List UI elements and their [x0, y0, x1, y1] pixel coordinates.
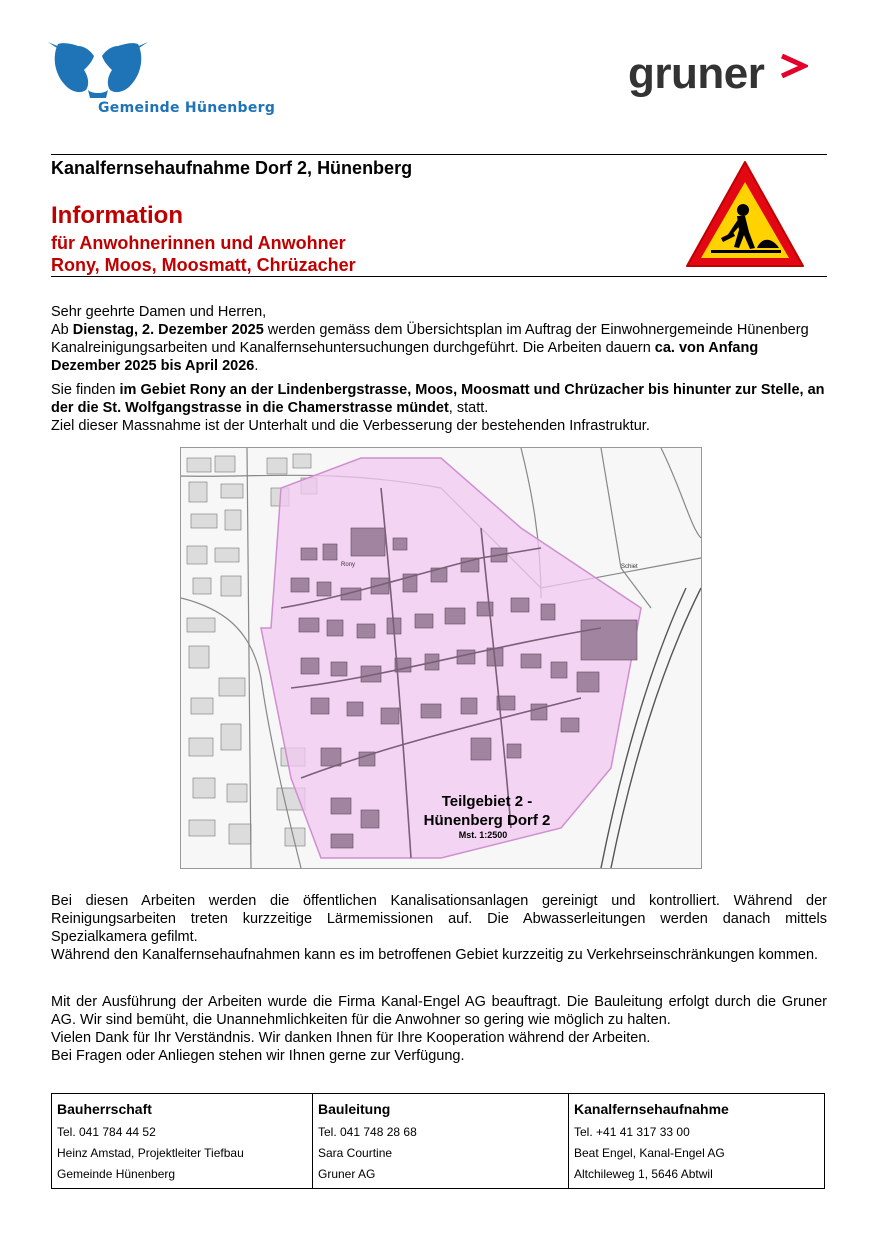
company-logo-text: gruner: [628, 49, 765, 98]
location-paragraph: [51, 381, 827, 435]
intro-paragraph: [51, 303, 827, 375]
map-label-line1: Teilgebiet 2 -: [441, 793, 533, 810]
contact-phone-client: Tel. 041 784 44 52: [52, 1123, 313, 1144]
roadworks-warning-sign: [683, 158, 807, 270]
map-label-line2: Hünenberg Dorf 2: [423, 812, 551, 829]
salutation: Sehr geehrte Damen und Herren,: [51, 304, 267, 320]
contact-phone-cctv: Tel. +41 41 317 33 00: [569, 1123, 825, 1144]
company-logo: [628, 49, 813, 112]
closing-paragraph: [51, 993, 827, 1065]
work-period: ca. von Anfang Dezember 2025 bis April 2026: [51, 340, 759, 374]
contacts-table: [51, 1093, 825, 1189]
contact-person-client: Heinz Amstad, Projektleiter Tiefbau: [52, 1144, 313, 1165]
traffic-text: Während den Kanalfernsehaufnahmen kann es im betroffenen Gebiet kurzzeitig zu Verkehrseinschränkungen kommen.: [51, 947, 819, 963]
information-subheading-residents: für Anwohnerinnen und Anwohner: [51, 233, 346, 253]
start-date: Dienstag, 2. Dezember 2025: [72, 322, 264, 338]
contact-person-site-management: Sara Courtine: [313, 1144, 569, 1165]
contact-role-cctv: Kanalfernsehaufnahme: [569, 1094, 825, 1124]
unicorn-crest-icon: [48, 36, 148, 98]
municipality-logo: [48, 36, 278, 126]
contact-org-site-management: Gruner AG: [313, 1165, 569, 1189]
questions-text: Bei Fragen oder Anliegen stehen wir Ihnen gerne zur Verfügung.: [51, 1048, 465, 1064]
roadworks-warning-icon: [683, 158, 807, 270]
contractor-text: Mit der Ausführung der Arbeiten wurde die Firma Kanal-Engel AG beauftragt. Die Bauleitung erfolgt durch die Gruner AG. Wir sind bemüht, die Unannehmlichkeiten für die Anwohner so gering wie möglich zu halten.: [51, 994, 827, 1028]
header-divider-top: [51, 154, 827, 155]
header-divider-bottom: [51, 276, 827, 277]
schedule-text: Ab Dienstag, 2. Dezember 2025 werden gemäss dem Übersichtsplan im Auftrag der Einwohnergemeinde Hünenberg Kanalreinigungsarbeiten und Kanalfernsehuntersuchungen durchgeführt. Die Arbeiten dauern ca. von Anfang Dezember 2025 bis April 2026.: [51, 322, 809, 374]
contact-role-site-management: Bauleitung: [313, 1094, 569, 1124]
cleaning-text: Bei diesen Arbeiten werden die öffentlichen Kanalisationsanlagen gereinigt und kontrolliert. Während der Reinigungsarbeiten treten kurzzeitige Lärmemissionen auf. Die Abwasserleitungen werden danach mittels Spezialkamera gefilmt.: [51, 893, 827, 945]
chevron-right-icon: [780, 54, 808, 80]
work-area: im Gebiet Rony an der Lindenbergstrasse, Moos, Moosmatt und Chrüzacher bis hinunter zur Stelle, an der die St. Wolfgangstrasse in die Chamerstrasse mündet: [51, 382, 825, 416]
work-description: [51, 892, 827, 964]
map-street-schiet: Schiet: [621, 564, 638, 570]
contact-person-cctv: Beat Engel, Kanal-Engel AG: [569, 1144, 825, 1165]
map-street-rony: Rony: [341, 562, 356, 568]
page-title: Kanalfernsehaufnahme Dorf 2, Hünenberg: [51, 158, 413, 178]
goal-text: Ziel dieser Massnahme ist der Unterhalt und die Verbesserung der bestehenden Infrastruktur.: [51, 418, 650, 434]
location-text: Sie finden im Gebiet Rony an der Lindenbergstrasse, Moos, Moosmatt und Chrüzacher bis hinunter zur Stelle, an der die St. Wolfgangstrasse in die Chamerstrasse mündet, statt.: [51, 382, 825, 416]
information-heading: Information: [51, 202, 183, 229]
contact-phone-site-management: Tel. 041 748 28 68: [313, 1123, 569, 1144]
overview-map-graphic: [181, 448, 701, 868]
contact-role-client: Bauherrschaft: [52, 1094, 313, 1124]
map-scale: Mst. 1:2500: [458, 830, 508, 840]
overview-map: [180, 447, 702, 869]
thanks-text: Vielen Dank für Ihr Verständnis. Wir danken Ihnen für Ihre Kooperation während der Arbeiten.: [51, 1030, 651, 1046]
municipality-logo-text: Gemeinde Hünenberg: [98, 100, 276, 116]
information-subheading-areas: Rony, Moos, Moosmatt, Chrüzacher: [51, 255, 356, 275]
contact-org-client: Gemeinde Hünenberg: [52, 1165, 313, 1189]
contact-org-cctv: Altchileweg 1, 5646 Abtwil: [569, 1165, 825, 1189]
